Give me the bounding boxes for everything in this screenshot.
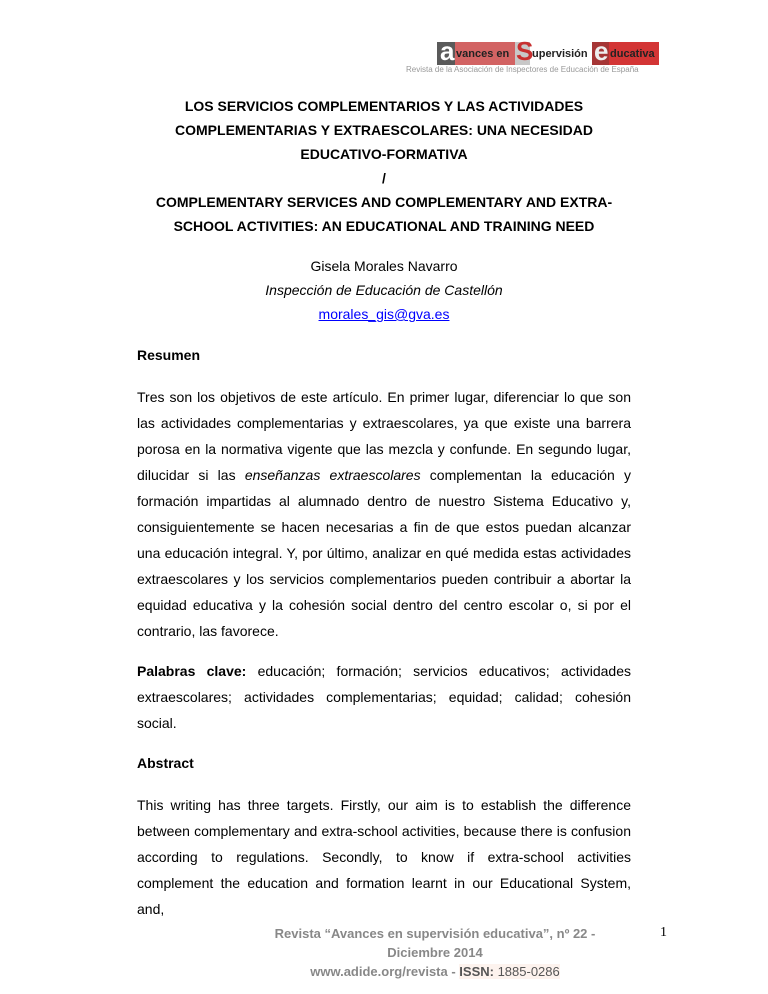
title-line: COMPLEMENTARY SERVICES AND COMPLEMENTARY AND EXTRA- (155, 194, 613, 210)
title-line: COMPLEMENTARIAS Y EXTRAESCOLARES: UNA NECESIDAD (175, 122, 593, 138)
journal-subtitle: Revista de la Asociación de Inspectores de Educación de España (406, 65, 639, 74)
author-email-link[interactable]: morales_gis@gva.es (318, 306, 450, 322)
title-line: / (382, 170, 386, 186)
title-line: LOS SERVICIOS COMPLEMENTARIOS Y LAS ACTIVIDADES (184, 98, 584, 114)
author-block (100, 254, 668, 326)
author-name: Gisela Morales Navarro (310, 258, 458, 274)
article-title (100, 94, 668, 238)
keywords: Palabras clave: educación; formación; servicios educativos; actividades extraescolares; actividades complementarias; equidad; calidad; cohesión social. (137, 663, 631, 731)
title-line: EDUCATIVO-FORMATIVA (300, 146, 468, 162)
footer-url: www.adide.org/revista - (310, 964, 460, 979)
article-body (137, 342, 631, 922)
journal-logo: a vances en S upervisión e ducativa (437, 42, 659, 66)
abstract-heading: Abstract (137, 755, 194, 771)
resumen-heading: Resumen (137, 347, 201, 363)
footer-issn: ISSN: 1885-0286 (459, 964, 560, 979)
abstract-paragraph: This writing has three targets. Firstly, our aim is to establish the difference between complementary and extra-school activities, because there is confusion according to regulations. Secondly, to know if extra-school activities complement the education and formation learnt in our Educational System, and, (137, 797, 631, 917)
page-number: 1 (660, 925, 667, 940)
resumen-paragraph: Tres son los objetivos de este artículo. En primer lugar, diferenciar lo que son las actividades complementarias y extraescolares, ya que existe una barrera porosa en la normativa vigente que las mezcla y confunde. En segundo lugar, dilucidar si las enseñanzas extraescolares complementan la educación y formación impartidas al alumnado dentro de nuestro Sistema Educativo y, consiguientemente se hacen necesarias a fin de que estos puedan alcanzar una educación integral. Y, por último, analizar en qué medida estas actividades extraescolares y los servicios complementarios pueden contribuir a abortar la equidad educativa y la cohesión social dentro del centro escolar o, si por el contrario, las favorece. (137, 389, 631, 639)
author-affiliation: Inspección de Educación de Castellón (265, 282, 503, 298)
title-line: SCHOOL ACTIVITIES: AN EDUCATIONAL AND TRAINING NEED (173, 218, 595, 234)
page-footer (245, 924, 625, 981)
footer-journal: Revista “Avances en supervisión educativa”, nº 22 - Diciembre 2014 (274, 926, 596, 960)
